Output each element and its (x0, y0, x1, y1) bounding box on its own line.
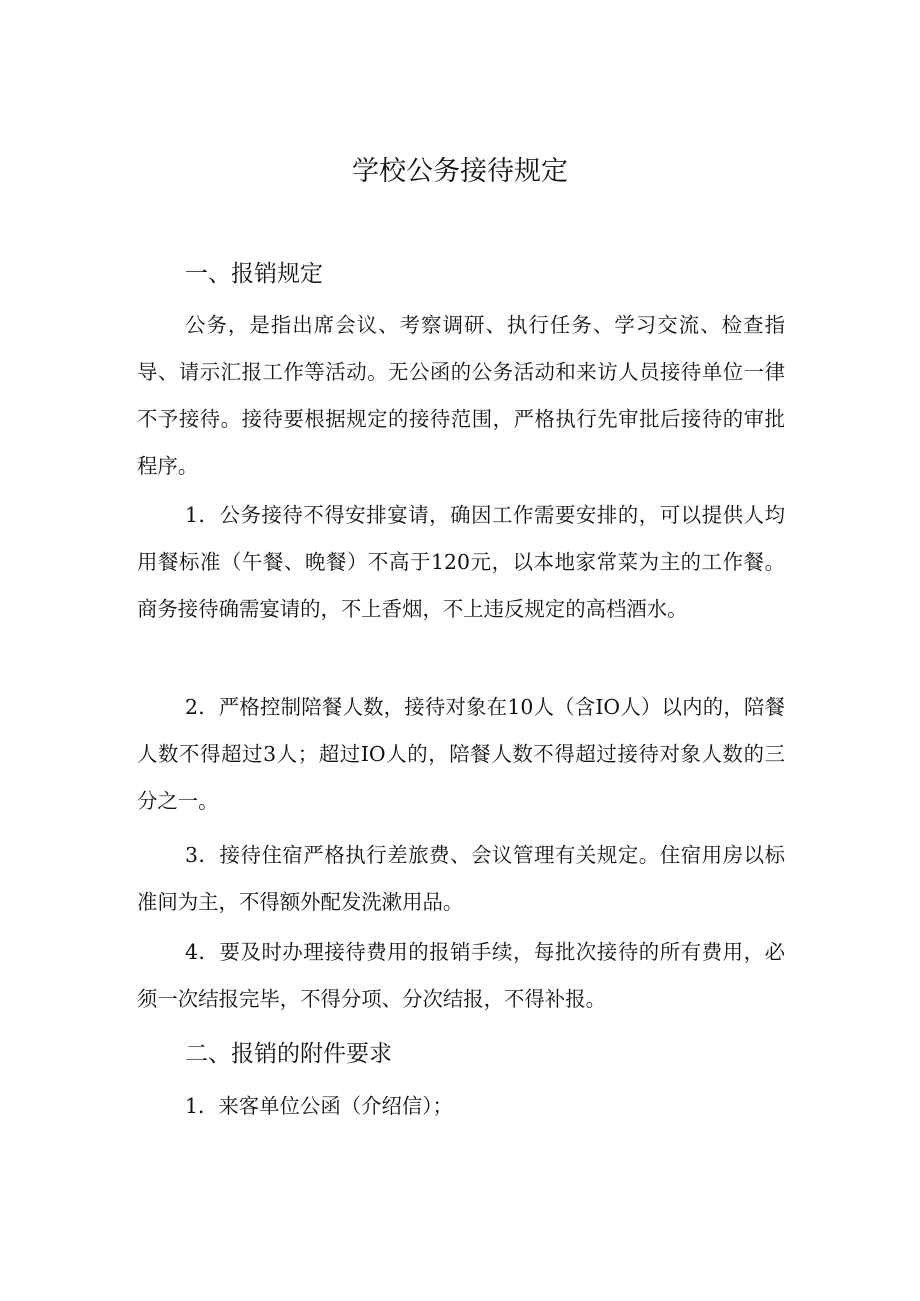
section-heading-attachment-requirements: 二、报销的附件要求 (185, 1041, 392, 1067)
document-title: 学校公务接待规定 (352, 156, 568, 187)
paragraph-item-4: 4．要及时办理接待费用的报销手续，每批次接待的所有费用，必须一次结报完毕，不得分项、分次结报，不得补报。 (137, 940, 785, 1011)
paragraph-item-2: 2．严格控制陪餐人数，接待对象在10人（含IO人）以内的，陪餐人数不得超过3人；超过IO人的，陪餐人数不得超过接待对象人数的三分之一。 (137, 695, 785, 813)
paragraph-attachment-item-1: 1．来客单位公函（介绍信）； (185, 1094, 453, 1118)
paragraph-item-3: 3．接待住宿严格执行差旅费、会议管理有关规定。住宿用房以标准间为主，不得额外配发洗漱用品。 (137, 843, 785, 914)
paragraph-intro: 公务，是指出席会议、考察调研、执行任务、学习交流、检查指导、请示汇报工作等活动。无公函的公务活动和来访人员接待单位一律不予接待。接待要根据规定的接待范围，严格执行先审批后接待的审批程序。 (137, 313, 785, 478)
paragraph-item-1: 1．公务接待不得安排宴请，确因工作需要安排的，可以提供人均用餐标准（午餐、晚餐）不高于120元，以本地家常菜为主的工作餐。商务接待确需宴请的，不上香烟，不上违反规定的高档酒水。 (137, 503, 785, 621)
section-heading-reimbursement-rules: 一、报销规定 (185, 261, 323, 287)
